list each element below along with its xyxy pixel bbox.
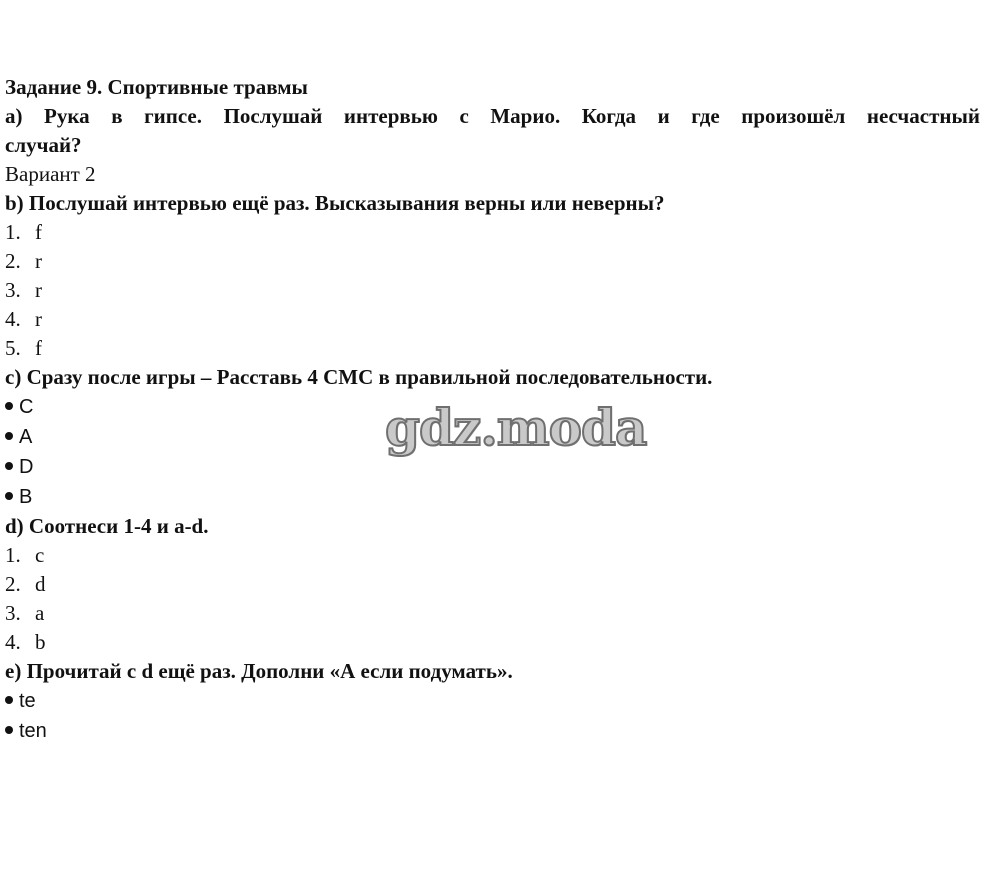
item-number: 3. — [5, 601, 21, 625]
list-item-c-4 — [5, 482, 980, 512]
item-answer: a — [35, 601, 45, 625]
item-answer: ten — [19, 720, 47, 742]
list-item-d-2 — [5, 570, 980, 599]
section-a-heading-line2: случай? — [5, 133, 82, 157]
list-item-d-3 — [5, 599, 980, 628]
bullet-icon — [5, 432, 13, 440]
item-answer: C — [19, 396, 34, 418]
list-item-b-1 — [5, 218, 980, 247]
section-c-heading: c) Сразу после игры – Расставь 4 СМС в правильной последовательности. — [5, 365, 713, 389]
item-number: 4. — [5, 630, 21, 654]
list-item-e-1 — [5, 686, 980, 716]
item-number: 1. — [5, 220, 21, 244]
list-item-c-2 — [5, 422, 980, 452]
item-number: 1. — [5, 543, 21, 567]
item-number: 4. — [5, 307, 21, 331]
item-answer: c — [35, 543, 45, 567]
item-answer: f — [35, 336, 42, 360]
item-answer: r — [35, 307, 42, 331]
list-item-c-3 — [5, 452, 980, 482]
item-answer: A — [19, 426, 33, 448]
item-answer: b — [35, 630, 46, 654]
list-item-b-3 — [5, 276, 980, 305]
document-body — [5, 73, 980, 746]
bullet-icon — [5, 402, 13, 410]
bullet-icon — [5, 726, 13, 734]
bullet-icon — [5, 462, 13, 470]
task-title: Задание 9. Спортивные травмы — [5, 75, 308, 99]
item-answer: B — [19, 486, 33, 508]
item-number: 3. — [5, 278, 21, 302]
item-answer: f — [35, 220, 42, 244]
list-item-b-5 — [5, 334, 980, 363]
list-item-b-2 — [5, 247, 980, 276]
section-b-heading: b) Послушай интервью ещё раз. Высказывания верны или неверны? — [5, 191, 665, 215]
bullet-icon — [5, 696, 13, 704]
list-item-e-2 — [5, 716, 980, 746]
item-answer: r — [35, 249, 42, 273]
list-item-d-4 — [5, 628, 980, 657]
section-e-heading: e) Прочитай с d ещё раз. Дополни «А если подумать». — [5, 659, 513, 683]
item-answer: d — [35, 572, 46, 596]
item-number: 2. — [5, 572, 21, 596]
item-answer: r — [35, 278, 42, 302]
item-number: 5. — [5, 336, 21, 360]
list-item-b-4 — [5, 305, 980, 334]
item-number: 2. — [5, 249, 21, 273]
section-a-heading-line1: а) Рука в гипсе. Послушай интервью с Марио. Когда и где произошёл несчастный — [5, 104, 980, 128]
watermark-logo: gdz.moda — [385, 398, 647, 457]
list-item-c-1 — [5, 392, 980, 422]
item-answer: D — [19, 456, 34, 478]
item-answer: te — [19, 690, 36, 712]
bullet-icon — [5, 492, 13, 500]
variant-label: Вариант 2 — [5, 162, 96, 186]
list-item-d-1 — [5, 541, 980, 570]
section-d-heading: d) Соотнеси 1-4 и a-d. — [5, 514, 209, 538]
